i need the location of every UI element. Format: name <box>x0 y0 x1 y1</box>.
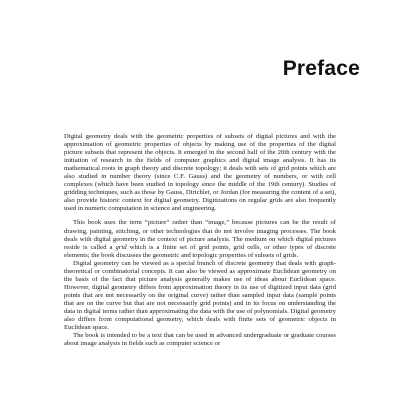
paragraph-2-text-before: This book uses the term “picture” rather than “image,” because pictures can be the result of drawing, painting, stitching, or other technologies that do not involve imaging processes. The book deals with digital geometry in the context of picture analysis. The medium on which digital pictures reside is called a <box>64 219 336 251</box>
paragraph-4: The book is intended to be a text that can be used in advanced undergraduate or graduate courses about image analysis in fields such as computer science or <box>64 332 336 348</box>
paragraph-3: Digital geometry can be viewed as a special branch of discrete geometry that deals with graph-theoretical or combinatorial concepts. It can also be viewed as approximate Euclidean geometry on the basis of the fact that picture analysis generally makes use of ideas about Euclidean space. However, digital geometry differs from approximation theory in its use of digitized input data (grid points that are not necessarily on the original curve) rather than sampled input data (sample points that are on the curve but that are not necessarily grid points) and in its focus on understanding the data in digital terms rather than approximating the data with the use of polynomials. Digital geometry also differs from computational geometry, which deals with finite sets of geometric objects in Euclidean space. <box>64 259 336 332</box>
chapter-heading: Preface <box>282 57 360 80</box>
paragraph-2-text-after: which is a finite set of grid points, grid cells, or other types of discrete elements; the book discusses the geometric and topologic properties of subsets of grids. <box>64 243 336 259</box>
paragraph-1: Digital geometry deals with the geometric properties of subsets of digital pictures and with the approximation of geometric properties of objects by making use of the properties of the digital picture subsets that represent the objects. It emerged in the second half of the 20th century with the initiation of research in the fields of computer graphics and digital image analysis. It has its mathematical roots in graph theory and discrete topology; it deals with sets of grid points which are also studied in number theory (since C.F. Gauss) and the geometry of numbers, or with cell complexes (which have been studied in topology since the middle of the 19th century). Studies of gridding techniques, such as those by Gauss, Dirichlet, or Jordan (for measuring the content of a set), also provide historic context for digital geometry. Digitizations on regular grids are also frequently used in numeric computation in science and engineering. <box>64 133 336 213</box>
paragraph-2 <box>64 219 336 259</box>
paragraph-2-emphasis: grid <box>115 243 127 251</box>
preface-body <box>64 133 336 348</box>
